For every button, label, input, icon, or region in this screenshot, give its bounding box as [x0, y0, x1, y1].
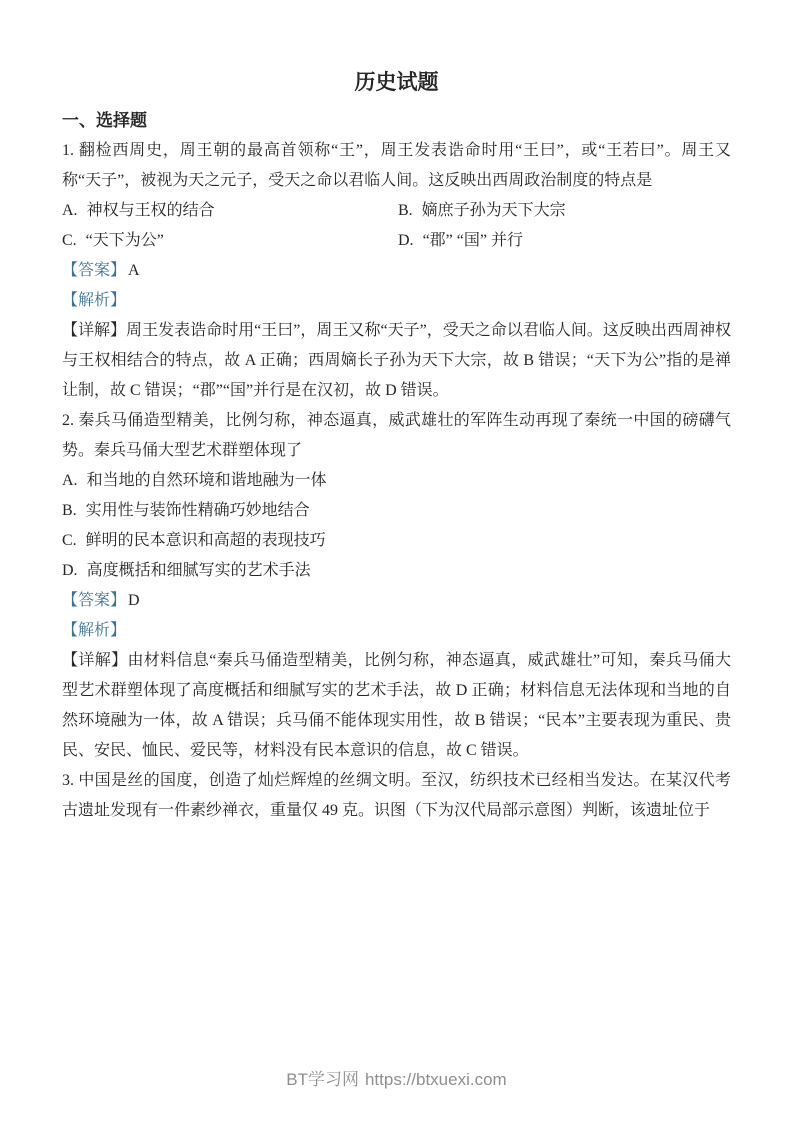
- question-2-detail: 【详解】由材料信息“秦兵马俑造型精美，比例匀称，神态逼真，威武雄壮”可知，秦兵马俑大型艺术群塑体现了高度概括和细腻写实的艺术手法，故 D 正确；材料信息无法体现和当地的自然环境融为一体，故 A 错误；兵马俑不能体现实用性，故 B 错误；“民本”主要表现为重民、贵民、安民、恤民、爱民等，材料没有民本意识的信息，故 C 错误。: [62, 652, 731, 759]
- answer-label: 【答案】: [62, 592, 127, 609]
- answer-value: D: [128, 592, 140, 609]
- question-2-option-c: [62, 526, 731, 556]
- question-block-1: [62, 136, 731, 406]
- option-key: B.: [62, 502, 77, 519]
- question-1-option-d: [398, 226, 731, 256]
- question-1-answer-line: [62, 256, 731, 286]
- section-heading: 一、选择题: [62, 111, 147, 130]
- option-text: “郡” “国” 并行: [422, 232, 523, 249]
- option-text: 和当地的自然环境和谐地融为一体: [86, 472, 327, 489]
- analysis-label: 【解析】: [62, 292, 127, 309]
- option-key: D.: [62, 562, 78, 579]
- option-key: C.: [62, 532, 77, 549]
- option-key: A.: [62, 202, 78, 219]
- question-2-answer-line: [62, 586, 731, 616]
- question-2-option-b: [62, 496, 731, 526]
- analysis-label: 【解析】: [62, 622, 127, 639]
- question-block-2: [62, 406, 731, 766]
- option-key: D.: [398, 232, 414, 249]
- option-text: 鲜明的民本意识和高超的表现技巧: [85, 532, 326, 549]
- option-text: 神权与王权的结合: [86, 202, 215, 219]
- question-1-option-c: [62, 226, 398, 256]
- question-3-stem: 3. 中国是丝的国度，创造了灿烂辉煌的丝绸文明。至汉，纺织技术已经相当发达。在某汉代考古遗址发现有一件素纱禅衣，重量仅 49 克。识图（下为汉代局部示意图）判断，该遗址位于: [62, 772, 731, 819]
- question-block-3: [62, 766, 731, 826]
- question-1-options: [62, 196, 731, 256]
- footer-watermark: [0, 1068, 793, 1092]
- question-1-stem: 1. 翻检西周史，周王朝的最高首领称“王”，周王发表诰命时用“王曰”，或“王若曰”。周王又称“天子”，被视为天之元子，受天之命以君临人间。这反映出西周政治制度的特点是: [62, 142, 731, 189]
- question-2-option-d: [62, 556, 731, 586]
- option-text: 高度概括和细腻写实的艺术手法: [86, 562, 311, 579]
- option-text: 实用性与装饰性精确巧妙地结合: [85, 502, 310, 519]
- option-key: C.: [62, 232, 77, 249]
- answer-value: A: [128, 262, 140, 279]
- question-2-analysis-line: [62, 616, 731, 646]
- question-1-option-b: [398, 196, 731, 226]
- option-text: “天下为公”: [85, 232, 164, 249]
- option-key: B.: [398, 202, 413, 219]
- question-1-analysis-line: [62, 286, 731, 316]
- footer-url: https://btxuexi.com: [364, 1070, 507, 1089]
- option-key: A.: [62, 472, 78, 489]
- footer-site-name: BT学习网: [286, 1070, 360, 1089]
- question-2-stem: 2. 秦兵马俑造型精美，比例匀称，神态逼真，威武雄壮的军阵生动再现了秦统一中国的磅礴气势。秦兵马俑大型艺术群塑体现了: [62, 412, 731, 459]
- question-1-option-a: [62, 196, 398, 226]
- page-title: 历史试题: [354, 70, 439, 94]
- question-2-options: [62, 466, 731, 586]
- question-1-detail: 【详解】周王发表诰命时用“王曰”，周王又称“天子”，受天之命以君临人间。这反映出西周神权与王权相结合的特点，故 A 正确；西周嫡长子孙为天下大宗，故 B 错误；“天下为公”指的是禅让制，故 C 错误；“郡”“国”并行是在汉初，故 D 错误。: [62, 322, 731, 399]
- option-text: 嫡庶子孙为天下大宗: [421, 202, 566, 219]
- question-2-option-a: [62, 466, 731, 496]
- answer-label: 【答案】: [62, 262, 127, 279]
